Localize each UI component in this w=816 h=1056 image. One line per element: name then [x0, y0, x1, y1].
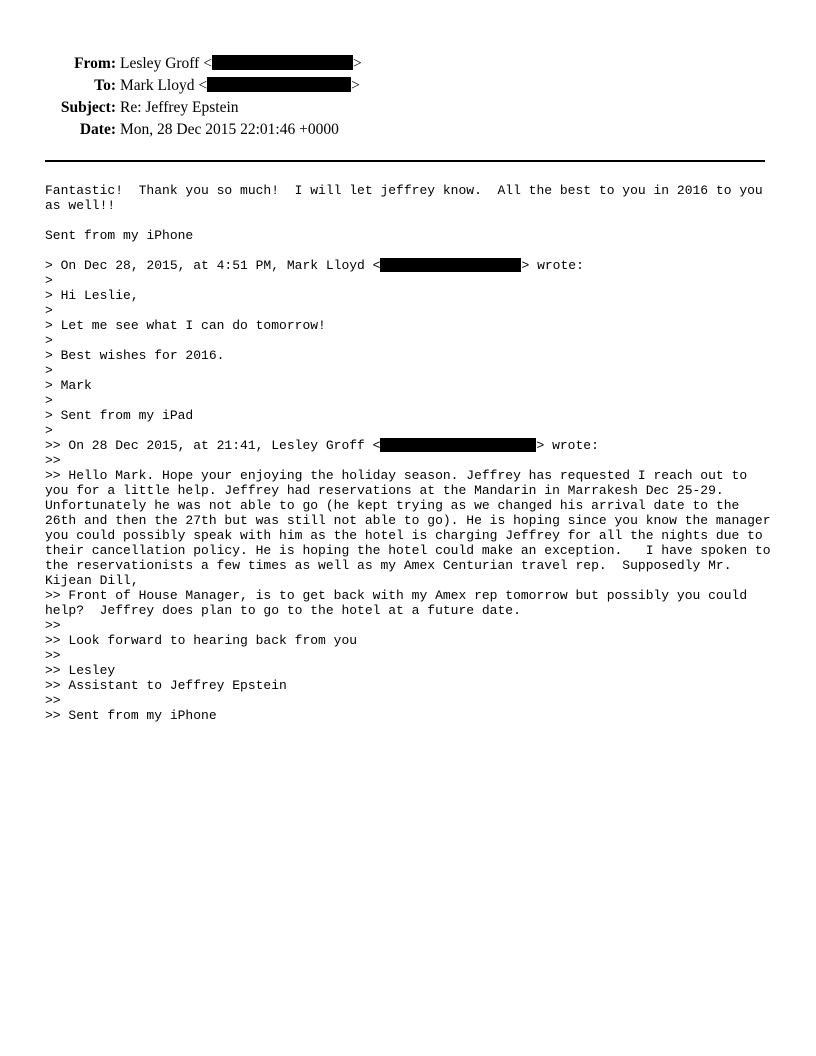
- redacted-email-block: [207, 77, 351, 92]
- nested-quote-line: >>: [45, 453, 61, 468]
- date-label: Date:: [79, 121, 116, 138]
- quote-line: >: [45, 363, 53, 378]
- quote-attribution-end: > wrote:: [521, 258, 584, 273]
- subject-label: Subject:: [60, 99, 116, 116]
- quote-line: > Sent from my iPad: [45, 408, 194, 423]
- to-label: To:: [94, 77, 116, 94]
- date-value: Mon, 28 Dec 2015 22:01:46 +0000: [120, 121, 339, 138]
- quote-line: >: [45, 423, 53, 438]
- nested-quote-line: >> Look forward to hearing back from you: [45, 633, 358, 648]
- nested-quote-line: >>: [45, 693, 61, 708]
- nested-quote-attribution: [45, 438, 785, 453]
- to-close: >: [351, 77, 360, 94]
- nested-quote-line: >> Assistant to Jeffrey Epstein: [45, 678, 287, 693]
- nested-quote-line: >>: [45, 618, 61, 633]
- nested-quote-line: Kijean Dill,: [45, 573, 139, 588]
- nested-quote-line: their cancellation policy. He is hoping the hotel could make an exception. I have spoken to: [45, 543, 771, 558]
- signature-line: Sent from my iPhone: [45, 228, 194, 243]
- redacted-email-block: [380, 258, 521, 272]
- nested-quote-line: you could possibly speak with him as the hotel is charging Jeffrey for all the nights due to: [45, 528, 763, 543]
- nested-quote-line: help? Jeffrey does plan to go to the hotel at a future date.: [45, 603, 521, 618]
- quote-line: >: [45, 303, 53, 318]
- to-row: [0, 75, 816, 97]
- quote-line: >: [45, 273, 53, 288]
- nested-quote-line: Unfortunately he was not able to go (he kept trying as we changed his arrival date to the: [45, 498, 740, 513]
- quote-attribution: [45, 258, 785, 273]
- date-row: [0, 119, 816, 141]
- nested-quote-line: >>: [45, 648, 61, 663]
- to-value: [120, 75, 360, 97]
- body-line: as well!!: [45, 198, 116, 213]
- quote-line: > Best wishes for 2016.: [45, 348, 225, 363]
- email-body: [45, 183, 785, 723]
- nested-quote-line: 26th and then the 27th but was still not able to go). He is hoping since you know the manager: [45, 513, 771, 528]
- quote-attribution-start: > On Dec 28, 2015, at 4:51 PM, Mark Lloyd <: [45, 258, 381, 273]
- nested-quote-line: the reservationists a few times as well as my Amex Centurian travel rep. Supposedly Mr.: [45, 558, 732, 573]
- from-label: From:: [74, 55, 116, 72]
- body-line: Fantastic! Thank you so much! I will let jeffrey know. All the best to you in 2016 to you: [45, 183, 763, 198]
- email-header: [0, 53, 816, 141]
- quote-line: > Let me see what I can do tomorrow!: [45, 318, 326, 333]
- nested-quote-line: >> Front of House Manager, is to get back with my Amex rep tomorrow but possibly you could: [45, 588, 748, 603]
- nested-quote-line: you for a little help. Jeffrey had reservations at the Mandarin in Marrakesh Dec 25-29.: [45, 483, 724, 498]
- from-row: [0, 53, 816, 75]
- nested-quote-attribution-start: >> On 28 Dec 2015, at 21:41, Lesley Groff <: [45, 438, 381, 453]
- quote-line: > Hi Leslie,: [45, 288, 139, 303]
- from-name: Lesley Groff <: [120, 55, 212, 72]
- header-divider: [45, 160, 765, 162]
- nested-quote-line: >> Lesley: [45, 663, 116, 678]
- quote-line: > Mark: [45, 378, 92, 393]
- nested-quote-line: >> Hello Mark. Hope your enjoying the holiday season. Jeffrey has requested I reach out to: [45, 468, 748, 483]
- to-name: Mark Lloyd <: [120, 77, 208, 94]
- subject-value: Re: Jeffrey Epstein: [120, 99, 239, 116]
- redacted-email-block: [212, 55, 353, 70]
- quote-line: >: [45, 333, 53, 348]
- redacted-email-block: [380, 438, 536, 452]
- nested-quote-attribution-end: > wrote:: [536, 438, 599, 453]
- from-value: [120, 53, 362, 75]
- subject-row: [0, 97, 816, 119]
- nested-quote-line: >> Sent from my iPhone: [45, 708, 217, 723]
- from-close: >: [352, 55, 362, 72]
- quote-line: >: [45, 393, 53, 408]
